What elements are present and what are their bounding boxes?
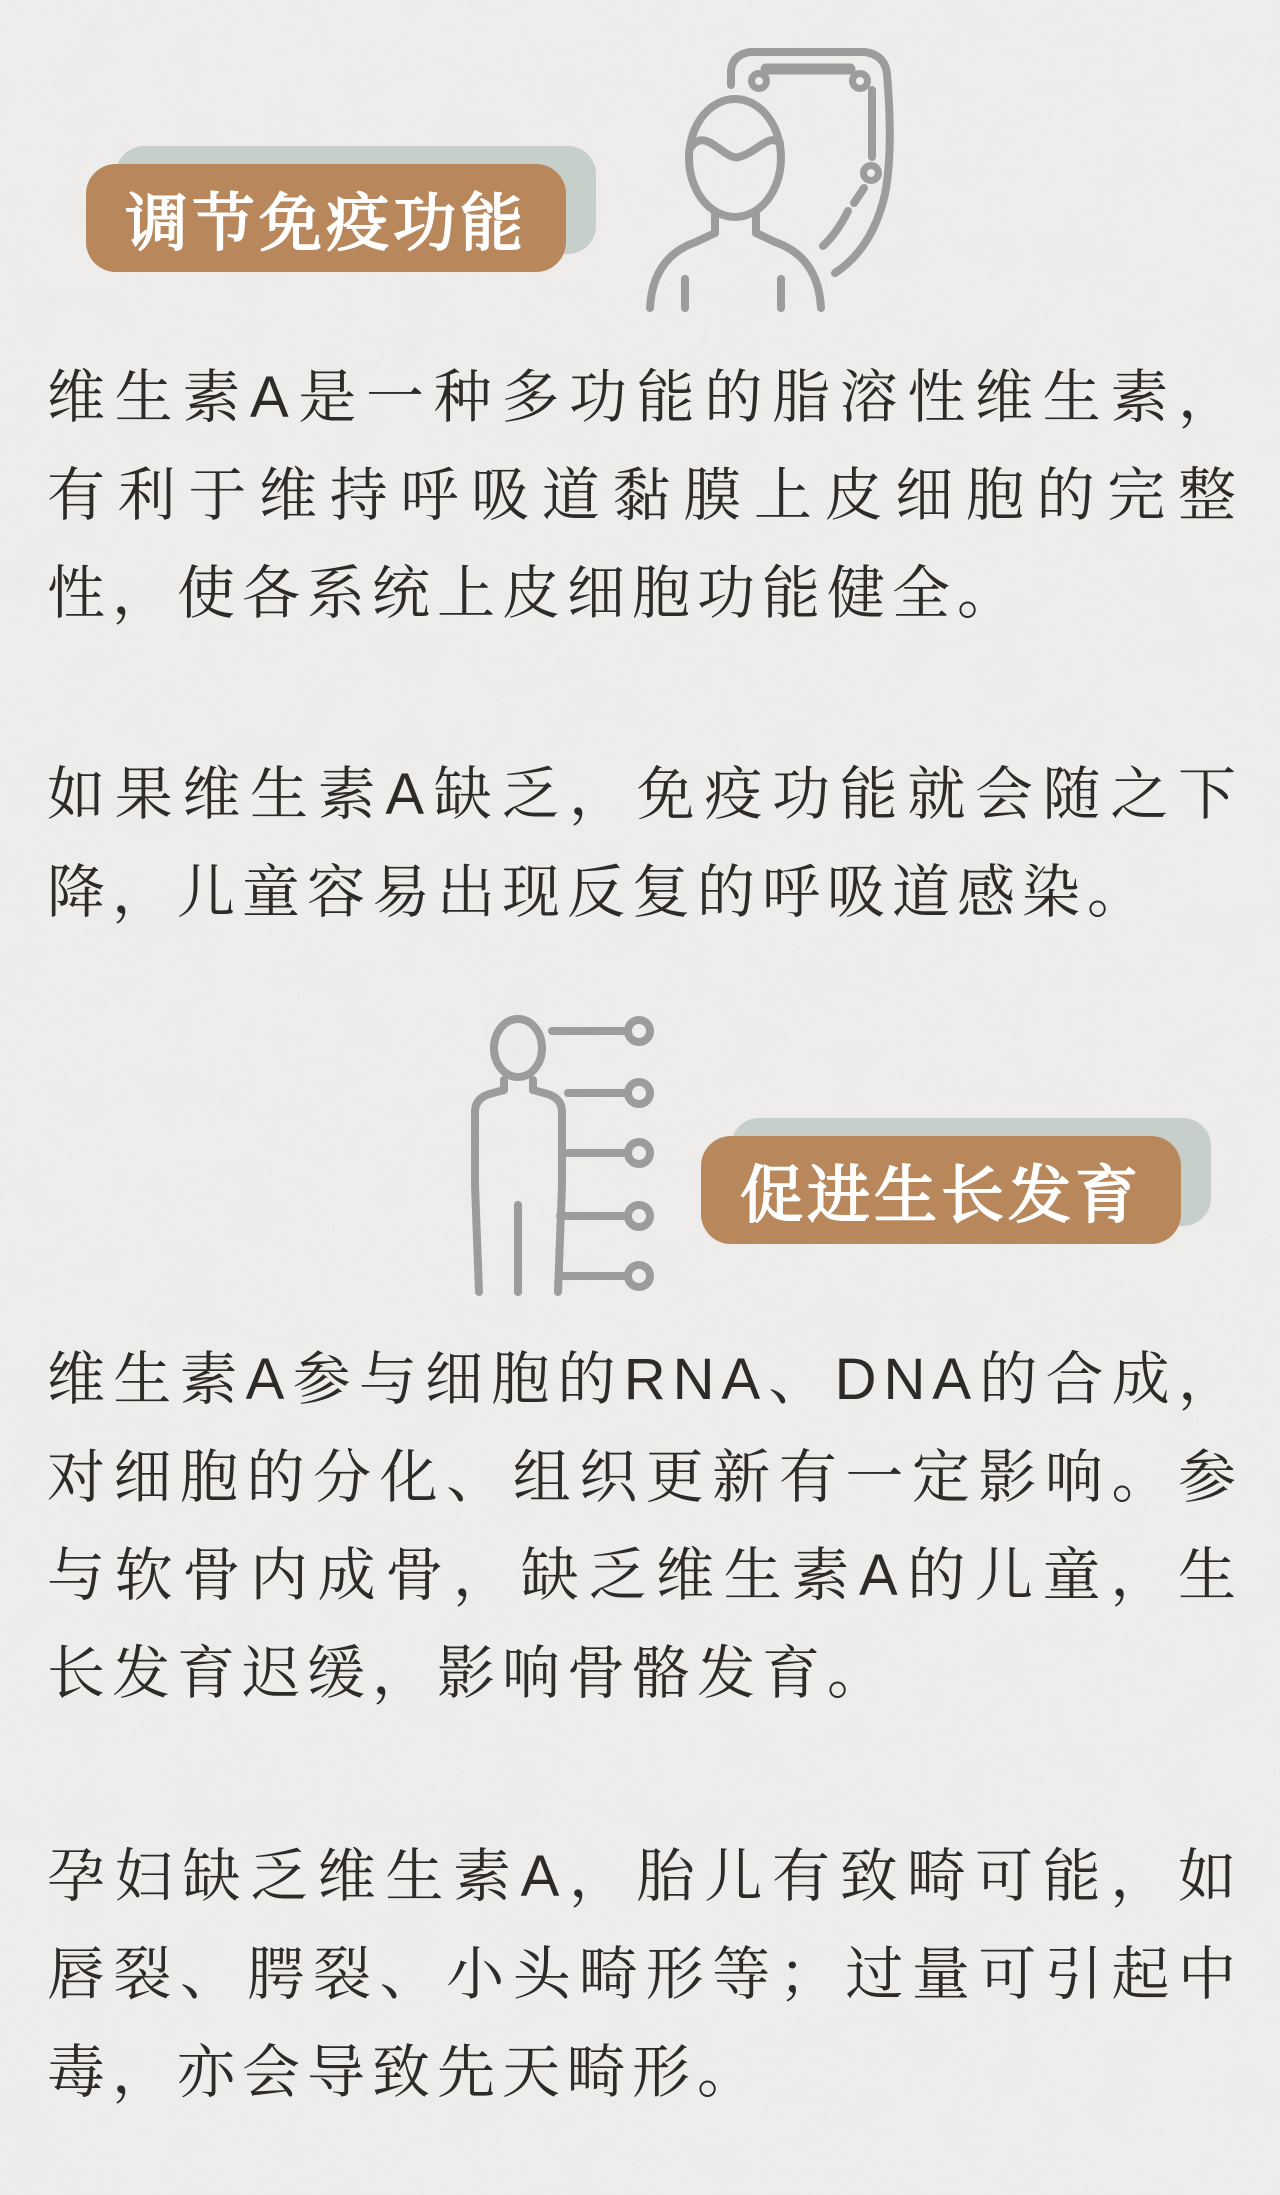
badge-face [86, 164, 566, 272]
badge-immune [86, 146, 598, 274]
badge-label: 调节免疫功能 [125, 188, 527, 259]
paragraph-deficiency-immunity: 如果维生素A缺乏，免疫功能就会随之下降，儿童容易出现反复的呼吸道感染。 [47, 762, 1243, 925]
person-shield-icon [638, 30, 900, 320]
paragraph-pregnancy-risk: 孕妇缺乏维生素A，胎儿有致畸可能，如唇裂、腭裂、小头畸形等；过量可引起中毒，亦会导致先天畸形。 [47, 1844, 1243, 2105]
badge-growth [701, 1118, 1213, 1246]
badge-label: 促进生长发育 [740, 1160, 1142, 1231]
height-measure-icon [455, 1000, 655, 1300]
paragraph-vitamin-a-intro: 维生素A是一种多功能的脂溶性维生素，有利于维持呼吸道黏膜上皮细胞的完整性，使各系统上皮细胞功能健全。 [47, 365, 1243, 626]
badge-face [701, 1136, 1181, 1244]
paragraph-rna-dna-growth: 维生素A参与细胞的RNA、DNA的合成，对细胞的分化、组织更新有一定影响。参与软骨内成骨，缺乏维生素A的儿童，生长发育迟缓，影响骨骼发育。 [47, 1347, 1243, 1706]
